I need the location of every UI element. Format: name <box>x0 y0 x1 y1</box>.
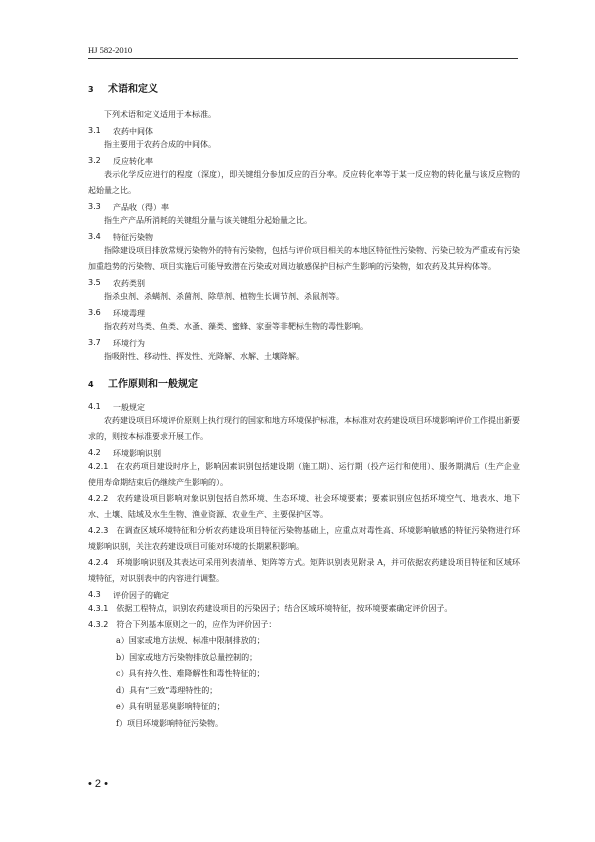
term-definition: 指生产产品所消耗的关键组分量与该关键组分起始量之比。 <box>104 216 312 225</box>
clause-number: 4.2.3 <box>88 526 109 535</box>
section-title: 术语和定义 <box>108 84 158 95</box>
clause-number: 4.3.1 <box>88 604 109 613</box>
clause-number: 4.2.4 <box>88 558 109 567</box>
section-4-heading <box>88 377 520 392</box>
list-item: b）国家或地方污染物排放总量控制的； <box>116 652 258 662</box>
term-number: 3.6 <box>88 308 101 317</box>
clause-4-1 <box>88 402 520 413</box>
list-item: f）项目环境影响特征污染物。 <box>116 718 223 728</box>
term-definition: 表示化学反应进行的程度（深度），即关键组分参加反应的百分率。反应转化率等于某一反应物的转化量与该反应物的起始量之比。 <box>88 170 520 195</box>
section-3-heading <box>88 82 520 97</box>
clause-4-3 <box>88 590 520 601</box>
term-name: 农药中间体 <box>113 127 153 136</box>
clause-4-2-2 <box>88 491 520 523</box>
term-heading <box>88 156 520 167</box>
terms-list <box>88 126 520 365</box>
term-heading <box>88 308 520 319</box>
list-item: c）具有持久性、难降解性和毒性特征的； <box>116 669 265 678</box>
clause-4-2-1 <box>88 459 520 491</box>
page-content <box>88 78 520 732</box>
section-title: 工作原则和一般规定 <box>108 379 198 390</box>
clause-4-2-4 <box>88 555 520 587</box>
term-number: 3.7 <box>88 338 101 347</box>
clause-text: 在调查区域环境特征和分析农药建设项目特征污染物基础上，应重点对毒性高、环境影响敏感的特征污染物进行环境影响识别，关注农药建设项目可能对环境的长期累积影响。 <box>88 526 521 551</box>
list-item: a）国家或地方法规、标准中限制排放的； <box>116 636 265 645</box>
clause-number: 4.1 <box>88 402 101 411</box>
clause-number: 4.2.2 <box>88 494 109 503</box>
term-number: 3.2 <box>88 156 101 165</box>
term-number: 3.1 <box>88 126 101 135</box>
clause-text: 在农药项目建设时序上，影响因素识别包括建设期（施工期）、运行期（投产运行和使用）、服务期满后（生产企业使用寿命期结束后仍继续产生影响的）。 <box>88 462 520 487</box>
clause-text: 依据工程特点，识别农药建设项目的污染因子；结合区域环境特征，按环境要素确定评价因子。 <box>116 604 453 613</box>
term-number: 3.5 <box>88 278 101 287</box>
clause-text: 农药建设项目影响对象识别包括自然环境、生态环境、社会环境要素；要素识别应包括环境空气、地表水、地下水、土壤、陆域及水生生物、渔业资源、农业生产、主要保护区等。 <box>88 494 520 519</box>
list-item: e）具有明显恶臭影响特征的； <box>116 702 225 711</box>
term-name: 农药类别 <box>113 279 145 288</box>
clause-4-2 <box>88 448 520 459</box>
clause-text: 农药建设项目环境评价原则上执行现行的国家和地方环境保护标准，本标准对农药建设项目环境影响评价工作提出新要求的，则按本标准要求开展工作。 <box>88 416 520 441</box>
clause-4-3-2 <box>88 617 520 633</box>
clause-number: 4.2.1 <box>88 462 109 471</box>
term-name: 环境行为 <box>113 339 145 348</box>
term-name: 产品收（得）率 <box>113 203 169 212</box>
term-name: 特征污染物 <box>113 233 153 242</box>
clause-text: 环境影响识别及其表达可采用列表清单、矩阵等方式。矩阵识别表见附录 A，并可依据农药建设项目特征和区域环境特征，对识别表中的内容进行调整。 <box>88 558 521 583</box>
doc-code: HJ 582-2010 <box>88 45 133 55</box>
term-definition: 指除建设项目排放常规污染物外的特有污染物，包括与评价项目相关的本地区特征性污染物、污染已较为严重或有污染加重趋势的污染物、项目实施后可能导致潜在污染或对周边敏感保护目标产生影响的污染物，如农药及其异构体等。 <box>88 246 520 271</box>
term-heading <box>88 202 520 213</box>
term-definition: 指吸附性、移动性、挥发性、光降解、水解、土壤降解。 <box>104 352 304 361</box>
clause-number: 4.2 <box>88 448 101 457</box>
clause-text: 符合下列基本原则之一的，应作为评价因子： <box>116 620 277 629</box>
page-number: • 2 • <box>88 778 108 790</box>
term-heading <box>88 338 520 349</box>
term-definition: 指杀虫剂、杀螨剂、杀菌剂、除草剂、植物生长调节剂、杀鼠剂等。 <box>104 292 344 301</box>
list-item: d）具有“三致”毒理特性的； <box>116 685 218 695</box>
term-definition: 指农药对鸟类、鱼类、水蚤、藻类、蜜蜂、家蚕等非靶标生物的毒性影响。 <box>104 322 368 331</box>
section-number: 4 <box>88 380 94 389</box>
term-heading <box>88 278 520 289</box>
term-definition: 指主要用于农药合成的中间体。 <box>104 140 216 149</box>
term-name: 环境毒理 <box>113 309 145 318</box>
header-rule <box>88 58 518 59</box>
clause-4-2-3 <box>88 523 520 555</box>
term-heading <box>88 126 520 137</box>
clause-number: 4.3 <box>88 590 101 599</box>
clause-number: 4.3.2 <box>88 620 109 629</box>
section-number: 3 <box>88 85 94 94</box>
clause-title: 环境影响识别 <box>113 449 161 458</box>
clause-4-3-1 <box>88 601 520 617</box>
term-name: 反应转化率 <box>113 157 153 166</box>
term-number: 3.3 <box>88 202 101 211</box>
section-intro: 下列术语和定义适用于本标准。 <box>104 110 216 119</box>
clause-title: 评价因子的确定 <box>113 591 169 600</box>
term-heading <box>88 232 520 243</box>
clause-title: 一般规定 <box>113 403 145 412</box>
term-number: 3.4 <box>88 232 101 241</box>
factor-criteria-list <box>88 633 520 732</box>
